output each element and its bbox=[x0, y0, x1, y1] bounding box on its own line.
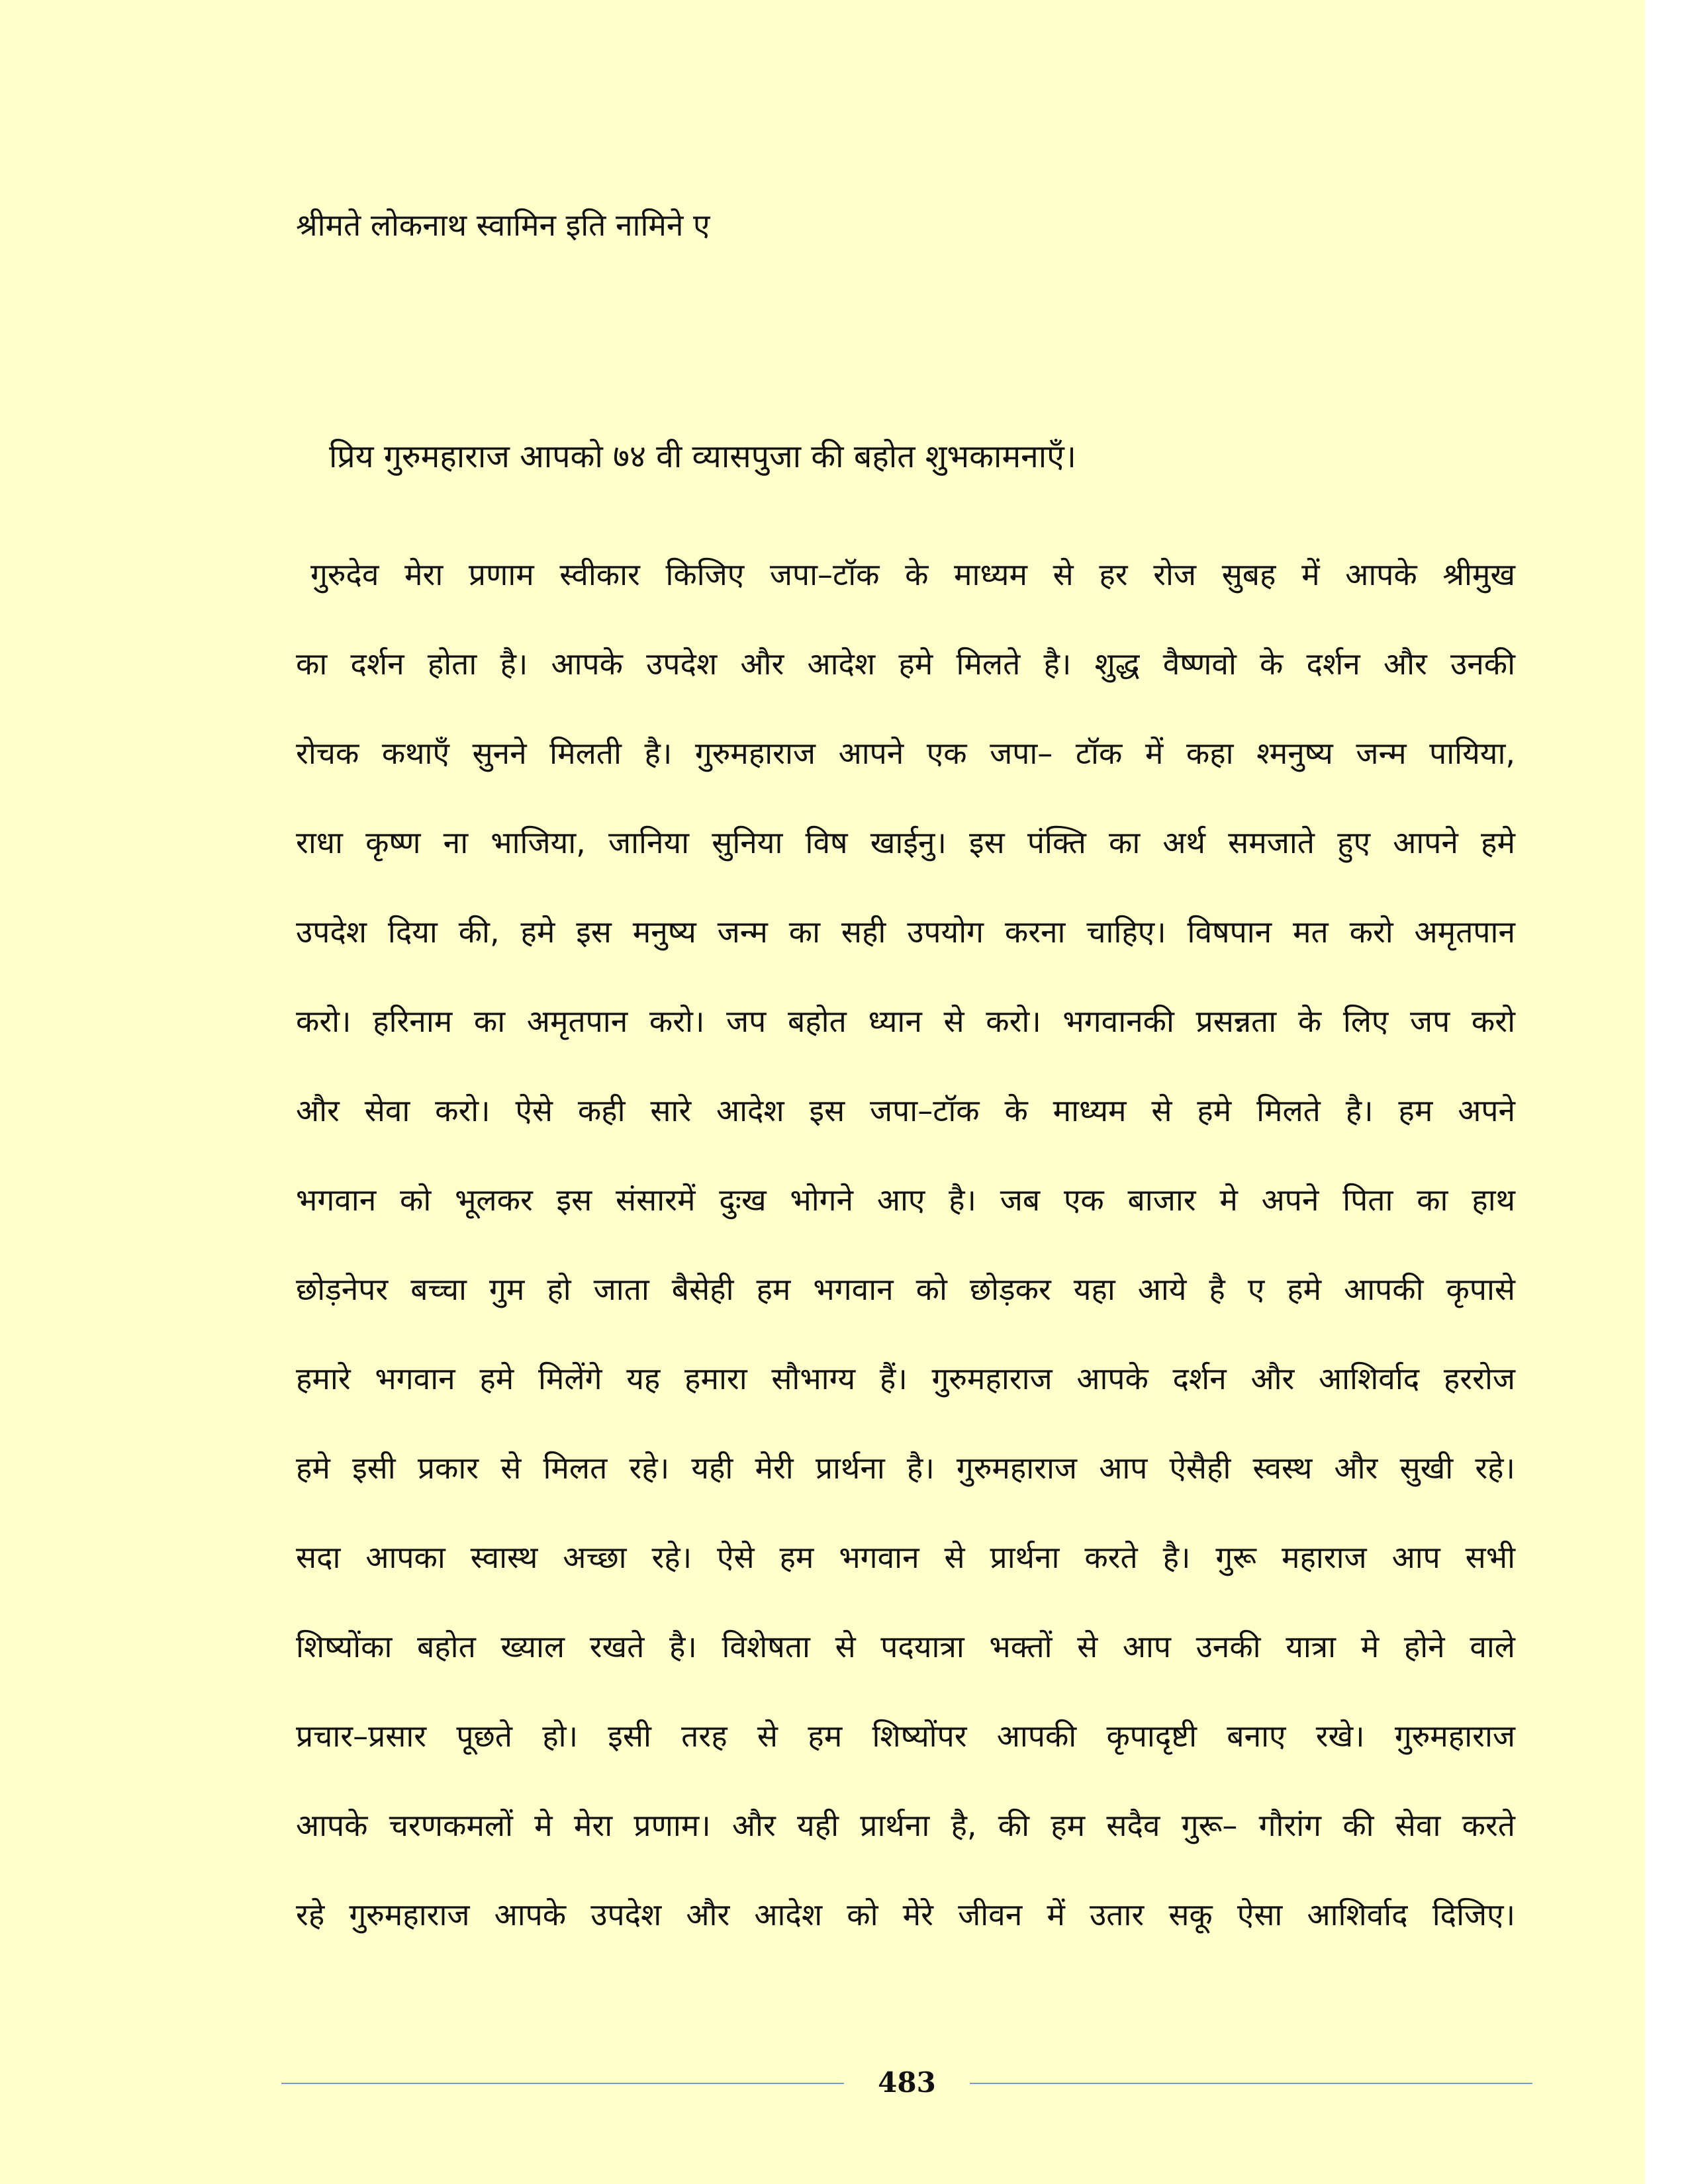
body-line: गुरुदेव मेरा प्रणाम स्वीकार किजिए जपा–टॉक के माध्यम से हर रोज सुबह में आपके श्रीमुख bbox=[310, 557, 1515, 592]
body-line: आपके चरणकमलों मे मेरा प्रणाम। और यही प्रार्थना है, की हम सदैव गुरू– गौरांग की सेवा करते bbox=[296, 1807, 1515, 1843]
body-line: छोड़नेपर बच्चा गुम हो जाता बैसेही हम भगवान को छोड़कर यहा आये है ए हमे आपकी कृपासे bbox=[296, 1271, 1515, 1307]
body-line: प्रचार–प्रसार पूछते हो। इसी तरह से हम शिष्योंपर आपकी कृपादृष्टी बनाए रखे। गुरुमहाराज bbox=[296, 1718, 1515, 1754]
page-number: 483 bbox=[878, 2066, 936, 2099]
footer-rule-left bbox=[281, 2083, 844, 2084]
greeting-line: प्रिय गुरुमहाराज आपको ७४ वी व्यासपुजा की बहोत शुभकामनाएँ। bbox=[329, 438, 1076, 475]
body-line: भगवान को भूलकर इस संसारमें दुःख भोगने आए है। जब एक बाजार मे अपने पिता का हाथ bbox=[296, 1182, 1515, 1218]
body-line: हमारे भगवान हमे मिलेंगे यह हमारा सौभाग्य हैं। गुरुमहाराज आपके दर्शन और आशिर्वाद हररोज bbox=[296, 1361, 1515, 1396]
body-paragraph bbox=[296, 541, 1515, 1971]
body-line: हमे इसी प्रकार से मिलत रहे। यही मेरी प्रार्थना है। गुरुमहाराज आप ऐसैही स्वस्थ और सुखी रहे। bbox=[296, 1450, 1515, 1486]
body-line: सदा आपका स्वास्थ अच्छा रहे। ऐसे हम भगवान से प्रार्थना करते है। गुरू महाराज आप सभी bbox=[296, 1539, 1515, 1575]
page-footer bbox=[281, 2062, 1532, 2101]
body-line: राधा कृष्ण ना भाजिया, जानिया सुनिया विष खाईनु। इस पंक्ति का अर्थ समजाते हुए आपने हमे bbox=[296, 825, 1515, 860]
body-line: का दर्शन होता है। आपके उपदेश और आदेश हमे मिलते है। शुद्ध वैष्णवो के दर्शन और उनकी bbox=[296, 646, 1515, 682]
invocation-line: श्रीमते लोकनाथ स्वामिन इति नामिने ए bbox=[296, 207, 710, 243]
body-line: करो। हरिनाम का अमृतपान करो। जप बहोत ध्यान से करो। भगवानकी प्रसन्नता के लिए जप करो bbox=[296, 1003, 1515, 1039]
body-line: रहे गुरुमहाराज आपके उपदेश और आदेश को मेरे जीवन में उतार सकू ऐसा आशिर्वाद दिजिए। bbox=[296, 1897, 1515, 1933]
body-line: शिष्योंका बहोत ख्याल रखते है। विशेषता से पदयात्रा भक्तों से आप उनकी यात्रा मे होने वाले bbox=[296, 1629, 1515, 1664]
footer-rule-right bbox=[970, 2083, 1532, 2084]
body-line: और सेवा करो। ऐसे कही सारे आदेश इस जपा–टॉक के माध्यम से हमे मिलते है। हम अपने bbox=[296, 1093, 1515, 1128]
body-line: रोचक कथाएँ सुनने मिलती है। गुरुमहाराज आपने एक जपा– टॉक में कहा श्मनुष्य जन्म पायिया, bbox=[296, 735, 1515, 771]
body-line: उपदेश दिया की, हमे इस मनुष्य जन्म का सही उपयोग करना चाहिए। विषपान मत करो अमृतपान bbox=[296, 914, 1515, 950]
